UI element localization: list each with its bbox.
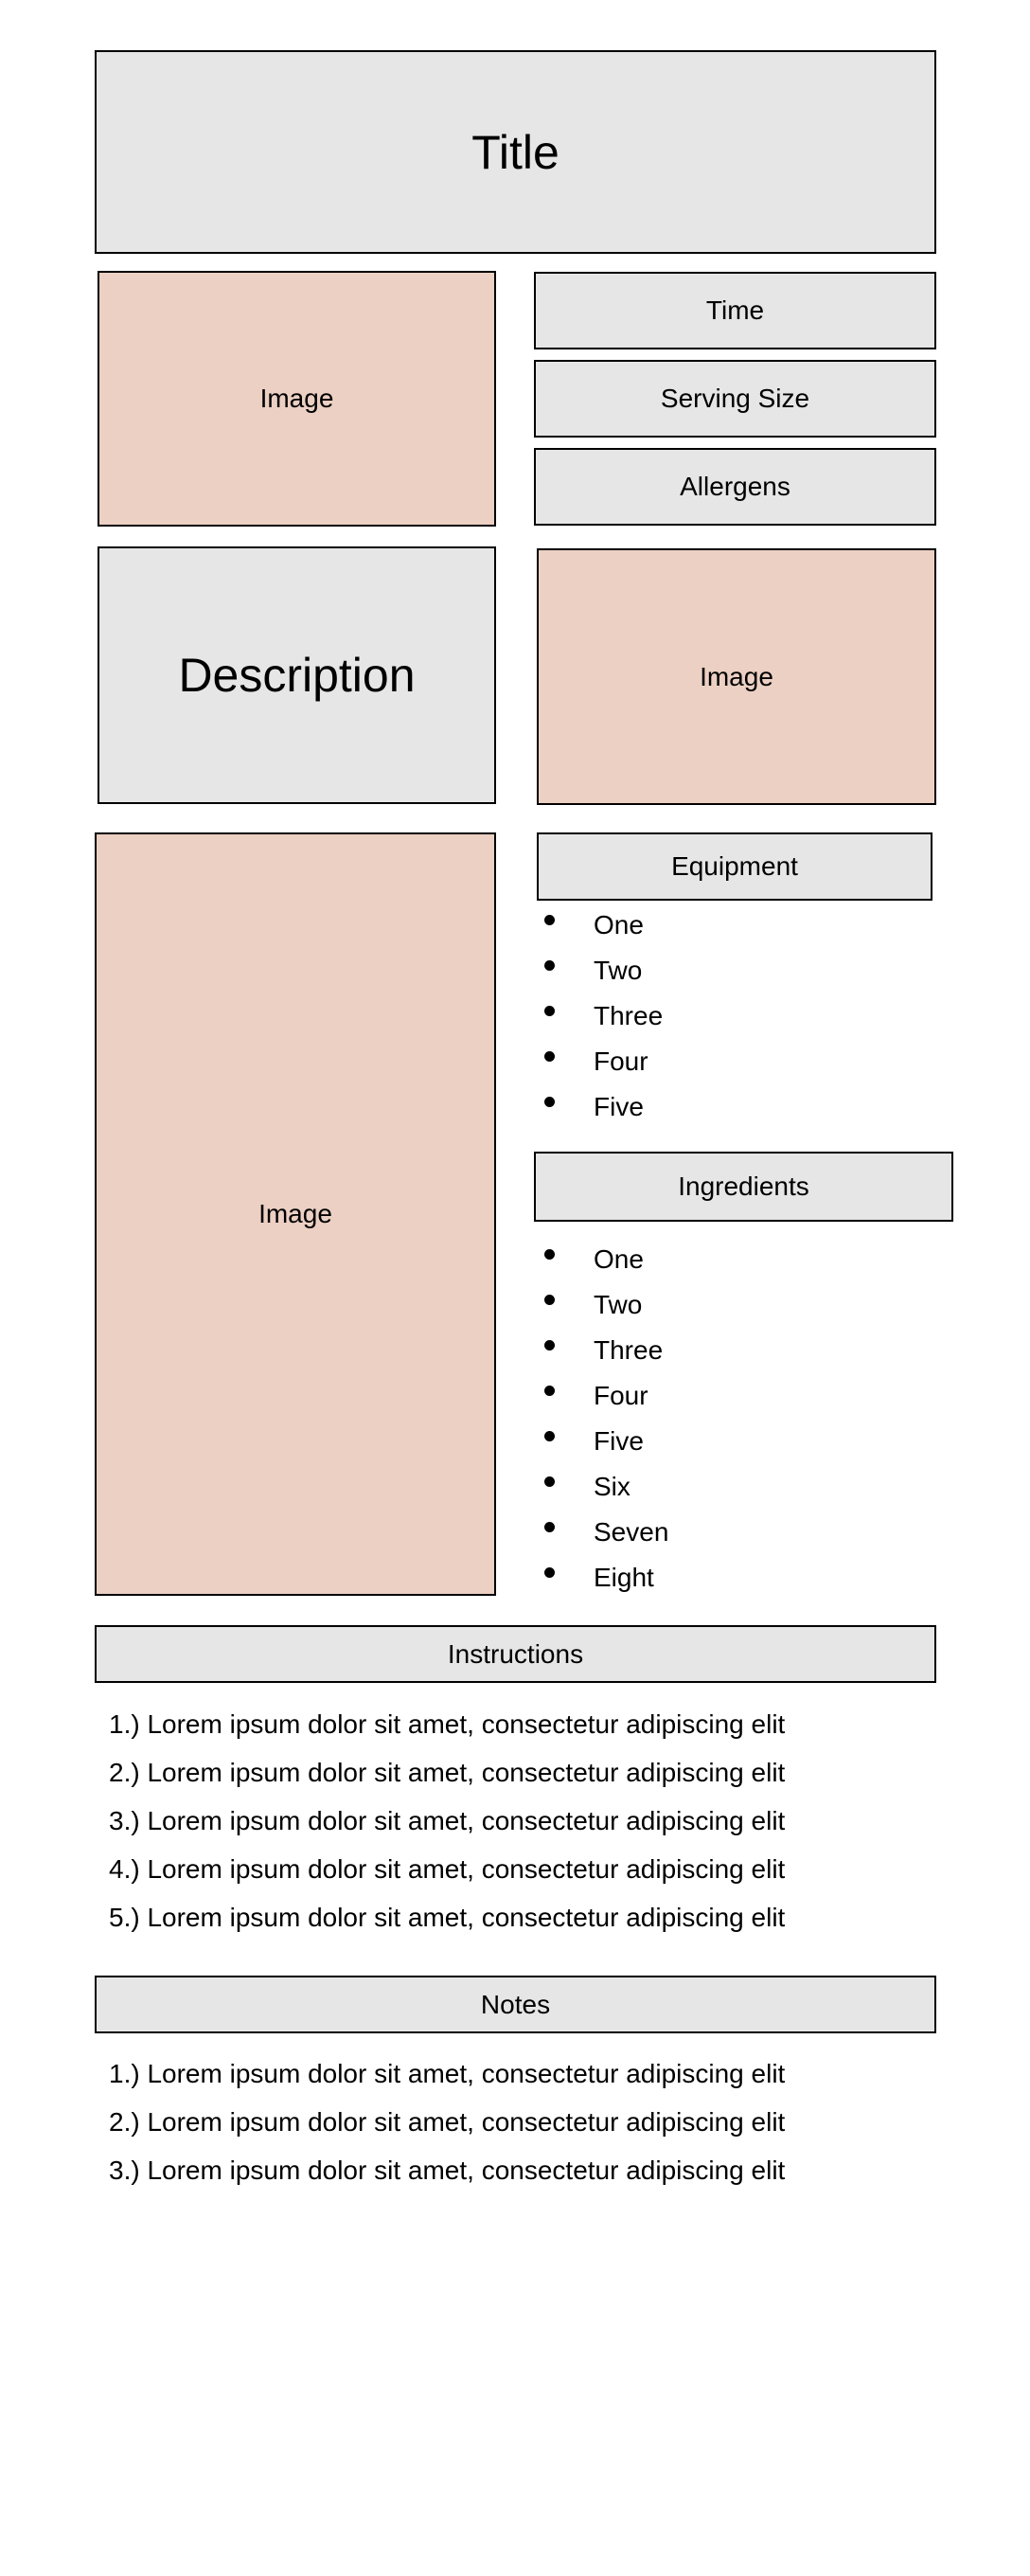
bullet-icon — [544, 1006, 555, 1016]
instruction-step: 3.) Lorem ipsum dolor sit amet, consectetur adipiscing elit — [109, 1806, 786, 1835]
bullet-icon — [544, 1431, 555, 1441]
equipment-heading-box — [537, 832, 932, 901]
serving-size-box — [534, 360, 936, 438]
page-title: Title — [471, 125, 559, 179]
instruction-step: 5.) Lorem ipsum dolor sit amet, consectetur adipiscing elit — [109, 1903, 786, 1932]
bullet-icon — [544, 1249, 555, 1260]
serving-size-label: Serving Size — [660, 384, 810, 413]
list-item: Two — [544, 1289, 923, 1334]
list-item: Eight — [544, 1562, 923, 1607]
instructions-heading: Instructions — [447, 1638, 584, 1669]
bullet-icon — [544, 1567, 555, 1578]
allergens-box — [534, 448, 936, 526]
time-label: Time — [705, 295, 765, 325]
description-box — [98, 546, 496, 804]
notes-heading: Notes — [480, 1989, 551, 2019]
ingredients-heading: Ingredients — [678, 1172, 809, 1201]
note-item: 3.) Lorem ipsum dolor sit amet, consectetur adipiscing elit — [109, 2156, 786, 2185]
bullet-icon — [544, 960, 555, 971]
list-item: Two — [544, 955, 923, 1000]
image-placeholder-top — [98, 271, 496, 527]
allergens-label: Allergens — [680, 472, 790, 501]
image-label: Image — [700, 661, 773, 691]
list-item: Three — [544, 1334, 923, 1380]
title-box — [95, 50, 936, 254]
instruction-step: 2.) Lorem ipsum dolor sit amet, consectetur adipiscing elit — [109, 1758, 786, 1787]
bullet-icon — [544, 1386, 555, 1396]
bullet-icon — [544, 1340, 555, 1351]
time-box — [534, 272, 936, 349]
ingredients-list — [544, 1243, 923, 1607]
list-item: Seven — [544, 1516, 923, 1562]
list-item: One — [544, 909, 923, 955]
instruction-step: 1.) Lorem ipsum dolor sit amet, consectetur adipiscing elit — [109, 1709, 786, 1739]
equipment-list — [544, 909, 923, 1136]
bullet-icon — [544, 1295, 555, 1305]
bullet-icon — [544, 1051, 555, 1062]
bullet-icon — [544, 1476, 555, 1487]
list-item: Four — [544, 1046, 923, 1091]
notes-list — [109, 2058, 923, 2203]
image-label: Image — [258, 1199, 332, 1228]
image-placeholder-tall — [95, 832, 496, 1596]
list-item: One — [544, 1243, 923, 1289]
instruction-step: 4.) Lorem ipsum dolor sit amet, consectetur adipiscing elit — [109, 1854, 786, 1884]
list-item: Five — [544, 1091, 923, 1136]
bullet-icon — [544, 1097, 555, 1107]
list-item: Three — [544, 1000, 923, 1046]
ingredients-heading-box — [534, 1152, 953, 1222]
image-placeholder-middle — [537, 548, 936, 805]
instructions-heading-box — [95, 1625, 936, 1683]
instructions-list — [109, 1708, 923, 1950]
list-item: Six — [544, 1471, 923, 1516]
note-item: 1.) Lorem ipsum dolor sit amet, consectetur adipiscing elit — [109, 2059, 786, 2088]
list-item: Five — [544, 1425, 923, 1471]
equipment-heading: Equipment — [671, 851, 798, 881]
note-item: 2.) Lorem ipsum dolor sit amet, consectetur adipiscing elit — [109, 2107, 786, 2137]
notes-heading-box — [95, 1976, 936, 2033]
bullet-icon — [544, 915, 555, 925]
list-item: Four — [544, 1380, 923, 1425]
description-label: Description — [178, 649, 416, 702]
image-label: Image — [259, 384, 334, 413]
bullet-icon — [544, 1522, 555, 1532]
